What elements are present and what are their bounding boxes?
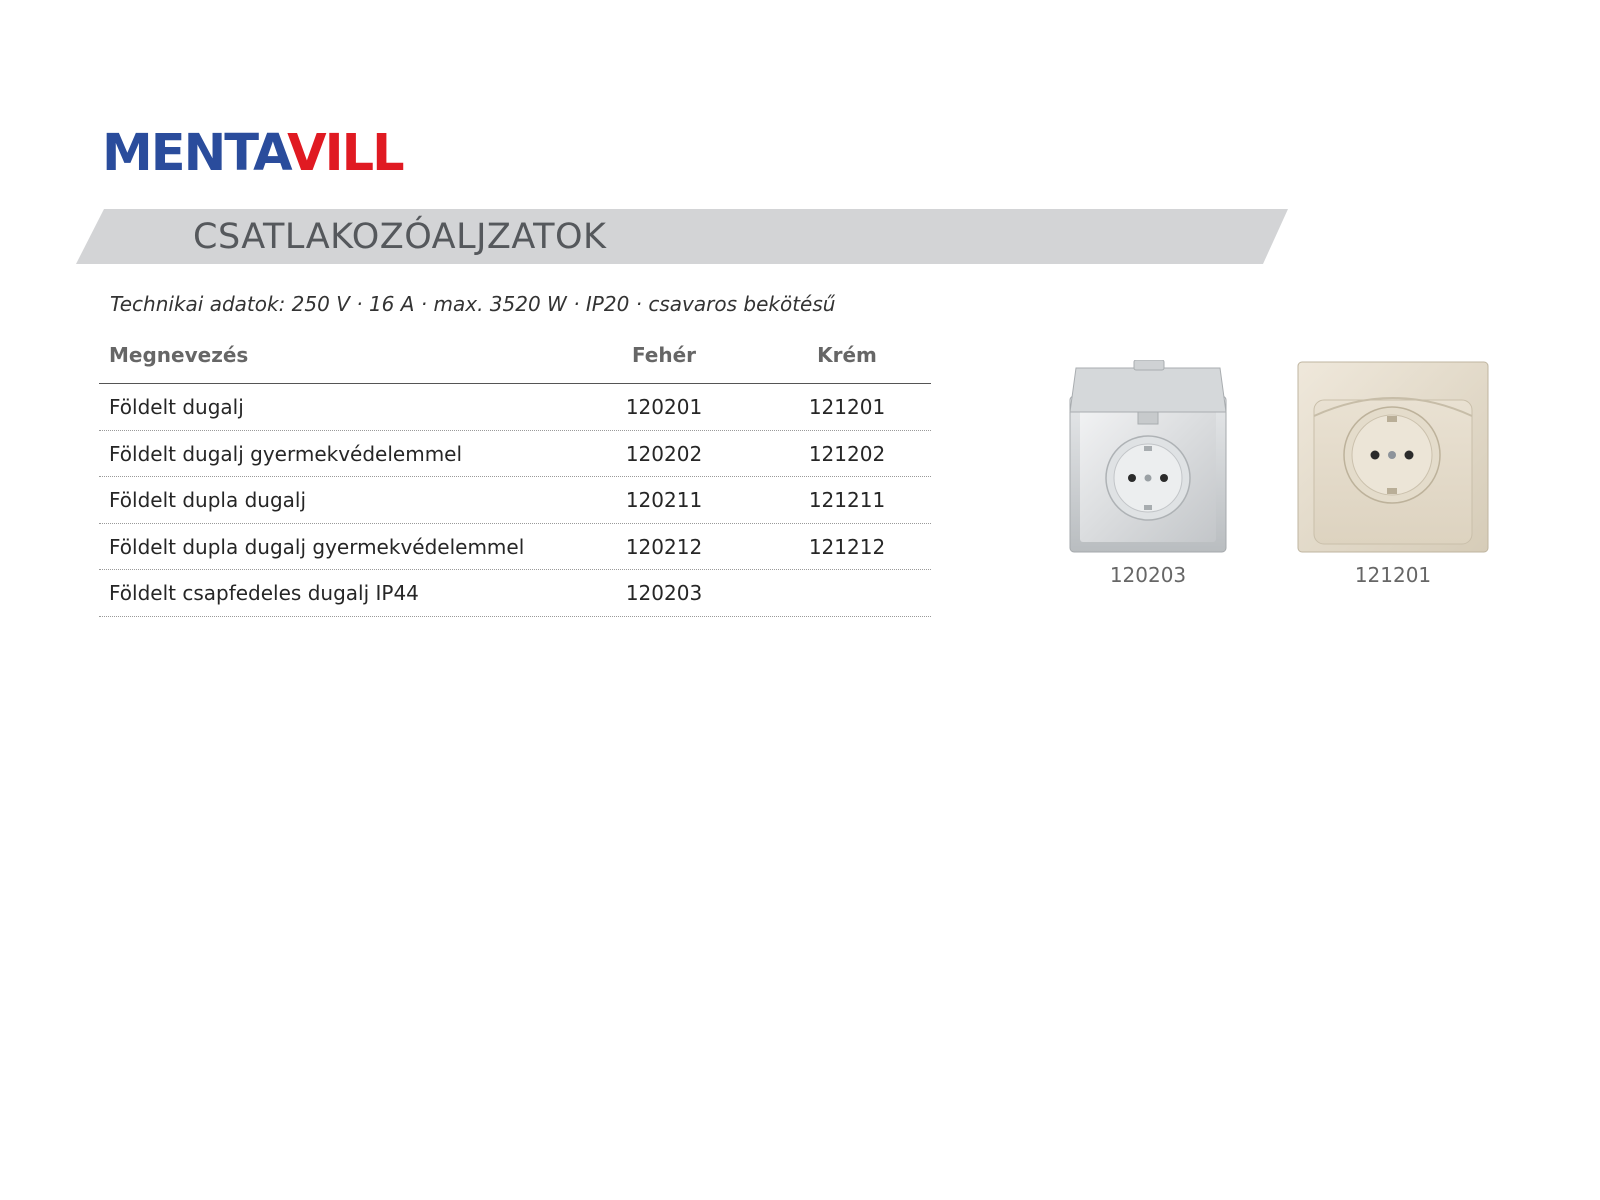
table-row: Földelt csapfedeles dugalj IP44 120203 bbox=[99, 570, 931, 617]
row-name: Földelt dupla dugalj bbox=[109, 488, 307, 512]
header-name: Megnevezés bbox=[109, 343, 249, 367]
brand-logo bbox=[102, 124, 403, 183]
table-row: Földelt dugalj 120201 121201 bbox=[99, 384, 931, 431]
row-name: Földelt dupla dugalj gyermekvédelemmel bbox=[109, 534, 525, 559]
socket-with-flip-cover-icon bbox=[1068, 360, 1228, 555]
table-row: Földelt dugalj gyermekvédelemmel 120202 121202 bbox=[99, 431, 931, 478]
product-code: 120203 bbox=[1109, 563, 1187, 587]
logo-text-vill: VILL bbox=[287, 124, 403, 183]
product-table bbox=[99, 335, 931, 617]
socket-cream-icon bbox=[1296, 360, 1490, 555]
table-row: Földelt dupla dugalj gyermekvédelemmel 120212 121212 bbox=[99, 524, 931, 571]
section-title: CSATLAKOZÓALJZATOK bbox=[193, 217, 607, 257]
row-name: Földelt dugalj bbox=[109, 395, 244, 419]
logo-text-menta: MENTA bbox=[102, 124, 288, 183]
table-header: Megnevezés Fehér Krém bbox=[99, 335, 931, 384]
product-card-120203 bbox=[1068, 360, 1228, 587]
product-code: 121201 bbox=[1354, 563, 1432, 587]
row-name: Földelt dugalj gyermekvédelemmel bbox=[109, 441, 463, 466]
product-card-121201 bbox=[1296, 360, 1490, 587]
table-row: Földelt dupla dugalj 120211 121211 bbox=[99, 477, 931, 524]
technical-data-line: Technikai adatok: 250 V · 16 A · max. 3520 W · IP20 · csavaros bekötésű bbox=[110, 292, 836, 316]
row-name: Földelt csapfedeles dugalj IP44 bbox=[109, 581, 419, 605]
